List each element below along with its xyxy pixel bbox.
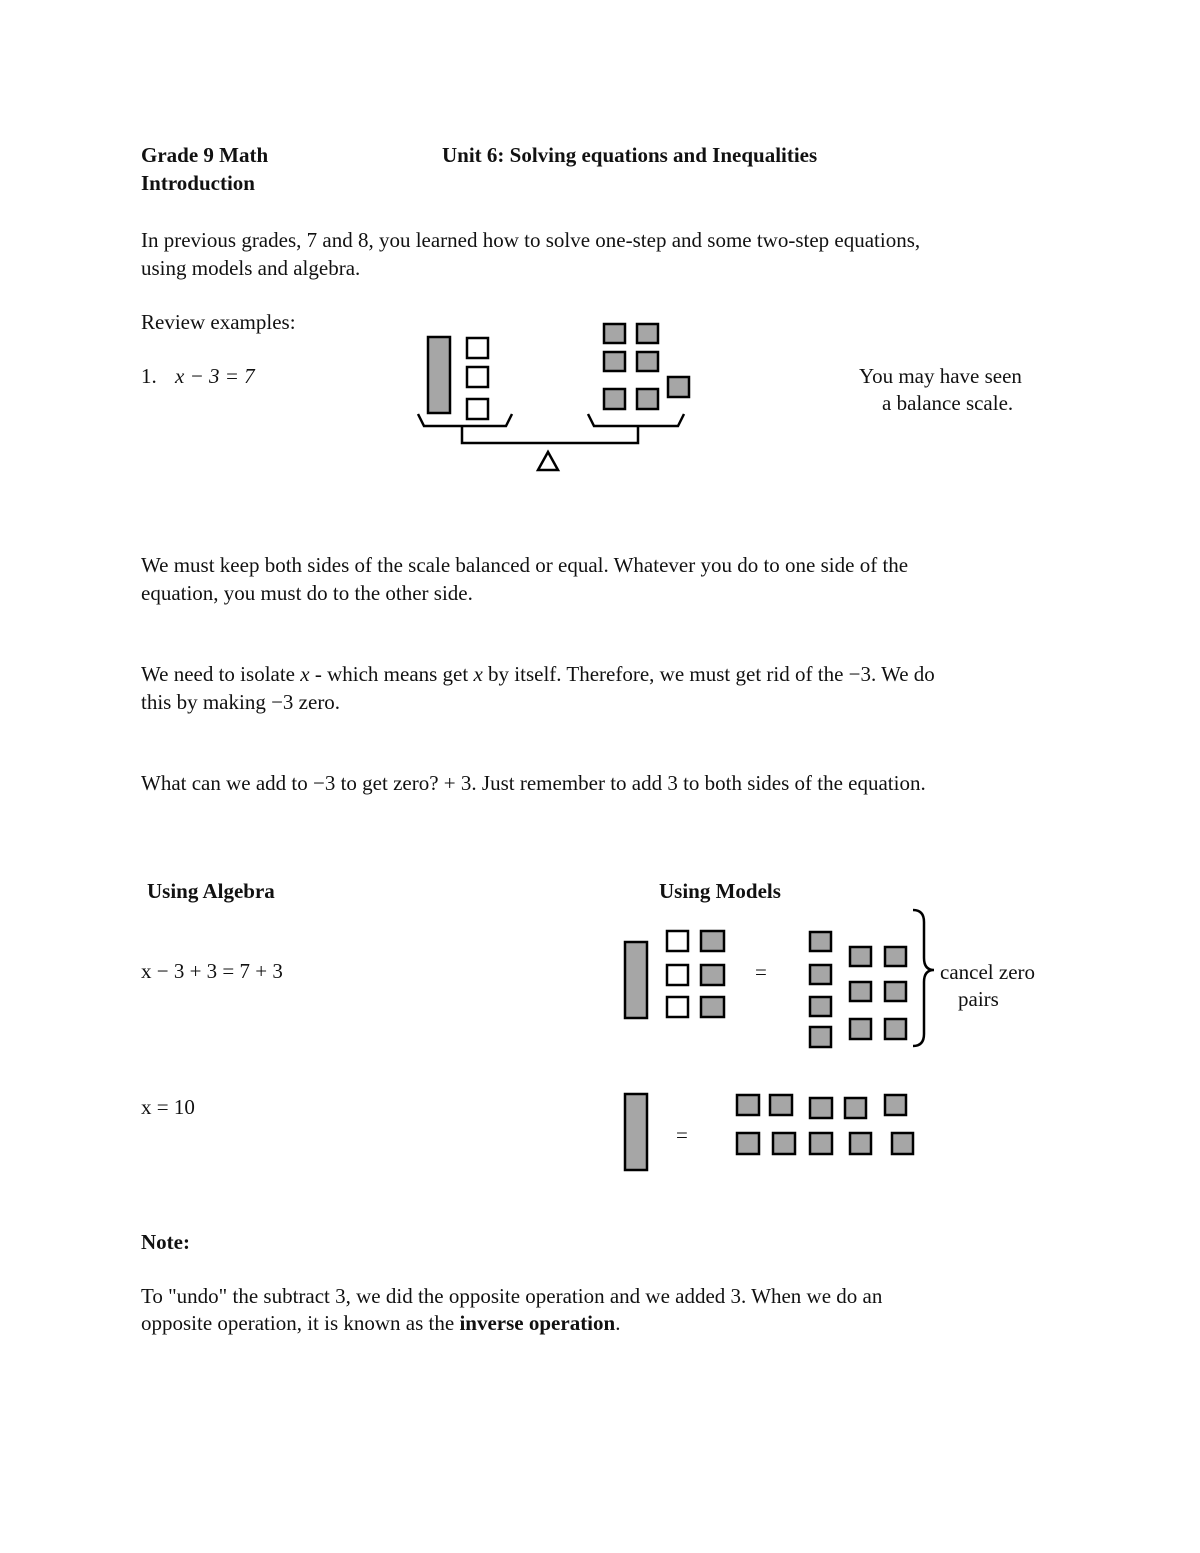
balance-line-1: We must keep both sides of the scale balanced or equal. Whatever you do to one side of the xyxy=(141,553,909,577)
brace-label-line-2: pairs xyxy=(958,987,999,1011)
positive-unit-tile xyxy=(845,1098,866,1118)
isolate-text-a: We need to isolate xyxy=(141,662,301,686)
inverse-operation-term: inverse operation xyxy=(459,1311,616,1335)
negative-unit-tile xyxy=(667,931,688,951)
models-equals-2: = xyxy=(676,1123,688,1147)
positive-unit-tile xyxy=(810,997,831,1016)
note-text-a: opposite operation, it is known as the xyxy=(141,1311,460,1335)
variable-x: x xyxy=(300,662,310,686)
note-heading: Note: xyxy=(141,1230,190,1254)
algebra-heading: Using Algebra xyxy=(147,879,275,903)
positive-unit-tile xyxy=(701,997,724,1017)
course-title: Grade 9 Math xyxy=(141,143,269,167)
example-number: 1. xyxy=(141,364,157,388)
section-title: Introduction xyxy=(141,171,255,195)
brace-label-line-1: cancel zero xyxy=(940,960,1036,984)
unit-title: Unit 6: Solving equations and Inequalities xyxy=(442,143,818,167)
isolate-text-c: by itself. Therefore, we must get rid of the −3. We do xyxy=(482,662,935,686)
intro-line-2: using models and algebra. xyxy=(141,256,361,280)
positive-unit-tile xyxy=(885,1095,906,1115)
positive-unit-tile xyxy=(701,931,724,951)
positive-unit-tile xyxy=(810,1133,832,1154)
positive-unit-tile xyxy=(701,965,724,985)
positive-unit-tile xyxy=(810,1027,831,1047)
review-label: Review examples: xyxy=(141,310,296,334)
positive-unit-tile xyxy=(810,932,831,951)
positive-unit-tile xyxy=(737,1095,759,1115)
balance-line-2: equation, you must do to the other side. xyxy=(141,581,473,605)
models-heading: Using Models xyxy=(659,879,781,903)
positive-unit-tile xyxy=(770,1095,792,1115)
variable-x: x xyxy=(473,662,483,686)
note-text-b: . xyxy=(615,1311,621,1335)
positive-unit-tile xyxy=(885,1019,906,1039)
positive-unit-tile xyxy=(850,1133,871,1154)
positive-unit-tile xyxy=(850,1019,871,1039)
isolate-text-b: - which means get xyxy=(309,662,474,686)
algebra-step-1: x − 3 + 3 = 7 + 3 xyxy=(141,959,283,983)
scale-note-line-1: You may have seen xyxy=(859,364,1022,388)
x-tile xyxy=(625,942,647,1018)
example-equation: x − 3 = 7 xyxy=(175,364,255,388)
note-line-1: To "undo" the subtract 3, we did the opposite operation and we added 3. When we do an xyxy=(141,1284,883,1308)
negative-unit-tile xyxy=(667,965,688,985)
isolate-line-2: this by making −3 zero. xyxy=(141,690,341,714)
scale-note-line-2: a balance scale. xyxy=(882,391,1014,415)
models-equals-1: = xyxy=(755,960,767,984)
x-tile xyxy=(625,1094,647,1170)
algebra-step-2: x = 10 xyxy=(141,1095,195,1119)
negative-unit-tile xyxy=(667,997,688,1017)
positive-unit-tile xyxy=(850,947,871,966)
positive-unit-tile xyxy=(885,982,906,1001)
note-line-2 xyxy=(141,1309,620,1337)
curly-brace xyxy=(913,910,934,1046)
positive-unit-tile xyxy=(850,982,871,1001)
positive-unit-tile xyxy=(892,1133,913,1154)
add-three-line: What can we add to −3 to get zero? + 3. Just remember to add 3 to both sides of the equation. xyxy=(141,771,926,795)
positive-unit-tile xyxy=(737,1133,759,1154)
positive-unit-tile xyxy=(810,1098,832,1118)
positive-unit-tile xyxy=(773,1133,795,1154)
positive-unit-tile xyxy=(885,947,906,966)
positive-unit-tile xyxy=(810,965,831,984)
intro-line-1: In previous grades, 7 and 8, you learned how to solve one-step and some two-step equations, xyxy=(141,228,921,252)
